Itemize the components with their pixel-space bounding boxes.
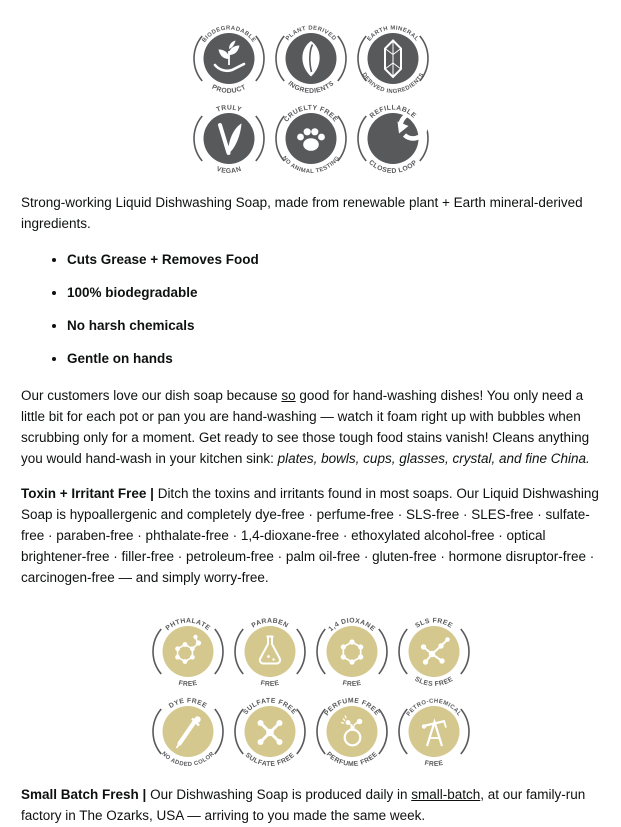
perfume-free-badge xyxy=(312,691,392,771)
small-batch-text: Our Dishwashing Soap is produced daily in xyxy=(146,786,412,802)
svg-text:NO ANIMAL TESTING: NO ANIMAL TESTING xyxy=(280,155,341,176)
eco-badges-section xyxy=(21,0,600,178)
free-of-badges-section xyxy=(21,603,600,771)
customers-text: Our customers love our dish soap because xyxy=(21,388,282,404)
svg-text:PERFUME FREE: PERFUME FREE xyxy=(324,750,379,768)
cruelty-free-badge xyxy=(271,98,351,178)
svg-text:INGREDIENTS: INGREDIENTS xyxy=(285,80,336,95)
paraben-free-badge xyxy=(230,611,310,691)
svg-text:FREE: FREE xyxy=(259,679,280,688)
svg-text:PRODUCT: PRODUCT xyxy=(210,83,247,95)
phthalate-free-badge xyxy=(148,611,228,691)
small-batch-lead: Small Batch Fresh | xyxy=(21,786,147,802)
small-batch-link[interactable]: small-batch xyxy=(411,786,481,802)
svg-text:PARABEN: PARABEN xyxy=(249,617,289,630)
svg-text:PERFUME FREE: PERFUME FREE xyxy=(322,697,381,717)
intro-paragraph: Strong-working Liquid Dishwashing Soap, made from renewable plant + Earth mineral-derived ingredients. xyxy=(21,195,583,231)
bullet-item: • Gentle on hands xyxy=(67,350,600,369)
svg-text:SLS FREE: SLS FREE xyxy=(413,617,454,630)
petrochemical-free-badge xyxy=(394,691,474,771)
sls-free-badge xyxy=(394,611,474,691)
small-batch-paragraph xyxy=(21,785,600,827)
dish-types-italic: plates, bowls, cups, glasses, crystal, and fine China. xyxy=(277,451,590,467)
bullet-item: • No harsh chemicals xyxy=(67,317,600,336)
underlined-so: so xyxy=(281,388,296,404)
toxin-free-paragraph xyxy=(21,484,600,589)
svg-text:FREE: FREE xyxy=(177,679,198,688)
svg-text:PLANT DERIVED: PLANT DERIVED xyxy=(284,25,337,43)
truly-vegan-badge xyxy=(189,98,269,178)
customers-text: good for hand-washing dishes! You only need a little bit for each pot or pan you are hand-washing — watch it foam right up with bubbles when scrubbing only for a moment. Get ready to see those tough food stains vanish! Cleans anything you would hand-wash in your kitchen sink: xyxy=(21,388,590,467)
svg-text:VEGAN: VEGAN xyxy=(215,165,242,175)
svg-text:DERIVED INGREDIENTS: DERIVED INGREDIENTS xyxy=(359,71,426,96)
eco-badges-row-1 xyxy=(189,18,433,98)
earth-mineral-badge xyxy=(353,18,433,98)
svg-text:BIODEGRADABLE: BIODEGRADABLE xyxy=(200,25,257,44)
svg-text:FREE: FREE xyxy=(341,679,362,688)
svg-text:PHTHALATE: PHTHALATE xyxy=(164,617,211,632)
bullet-item: • 100% biodegradable xyxy=(67,284,600,303)
bullet-item: • Cuts Grease + Removes Food xyxy=(67,251,600,270)
customers-paragraph xyxy=(21,386,600,470)
free-badges-row-2 xyxy=(148,691,474,771)
svg-text:SULFATE FREE: SULFATE FREE xyxy=(241,697,298,716)
eco-badges-row-2 xyxy=(189,98,433,178)
toxin-free-body: Ditch the toxins and irritants found in most soaps. Our Liquid Dishwashing Soap is hypoallergenic and completely dye-free · perfume-free · SLS-free · SLES-free · sulfate-free · paraben-free · phthalate-free · 1,4-dioxane-free · ethoxylated alcohol-free · optical brightener-free · filler-free · petroleum-free · palm oil-free · gluten-free · hormone disruptor-free · carcinogen-free — and simply worry-free. xyxy=(21,486,599,585)
svg-text:1,4 DIOXANE: 1,4 DIOXANE xyxy=(327,617,376,633)
dioxane-free-badge xyxy=(312,611,392,691)
svg-text:SULFATE FREE: SULFATE FREE xyxy=(243,751,296,768)
svg-text:FREE: FREE xyxy=(423,759,444,768)
dye-free-badge xyxy=(148,691,228,771)
svg-text:PETRO-CHEMICAL: PETRO-CHEMICAL xyxy=(405,698,462,718)
refillable-badge xyxy=(353,98,433,178)
sulfate-free-badge xyxy=(230,691,310,771)
svg-text:TRULY: TRULY xyxy=(215,104,242,114)
svg-text:DYE FREE: DYE FREE xyxy=(167,697,208,710)
small-batch-text: , at our family-run factory in The Ozarks, USA — arriving to you made the same week. xyxy=(21,786,586,823)
svg-text:SLES FREE: SLES FREE xyxy=(412,675,455,688)
svg-text:CRUELTY FREE: CRUELTY FREE xyxy=(282,104,339,124)
svg-text:EARTH MINERAL: EARTH MINERAL xyxy=(366,25,419,43)
toxin-free-lead: Toxin + Irritant Free | xyxy=(21,486,154,502)
feature-bullet-list xyxy=(21,251,600,369)
svg-text:REFILLABLE: REFILLABLE xyxy=(368,104,417,120)
free-badges-row-1 xyxy=(148,611,474,691)
svg-text:NO ADDED COLOR: NO ADDED COLOR xyxy=(159,750,216,768)
svg-text:CLOSED LOOP: CLOSED LOOP xyxy=(366,159,419,176)
biodegradable-product-badge xyxy=(189,18,269,98)
plant-derived-badge xyxy=(271,18,351,98)
